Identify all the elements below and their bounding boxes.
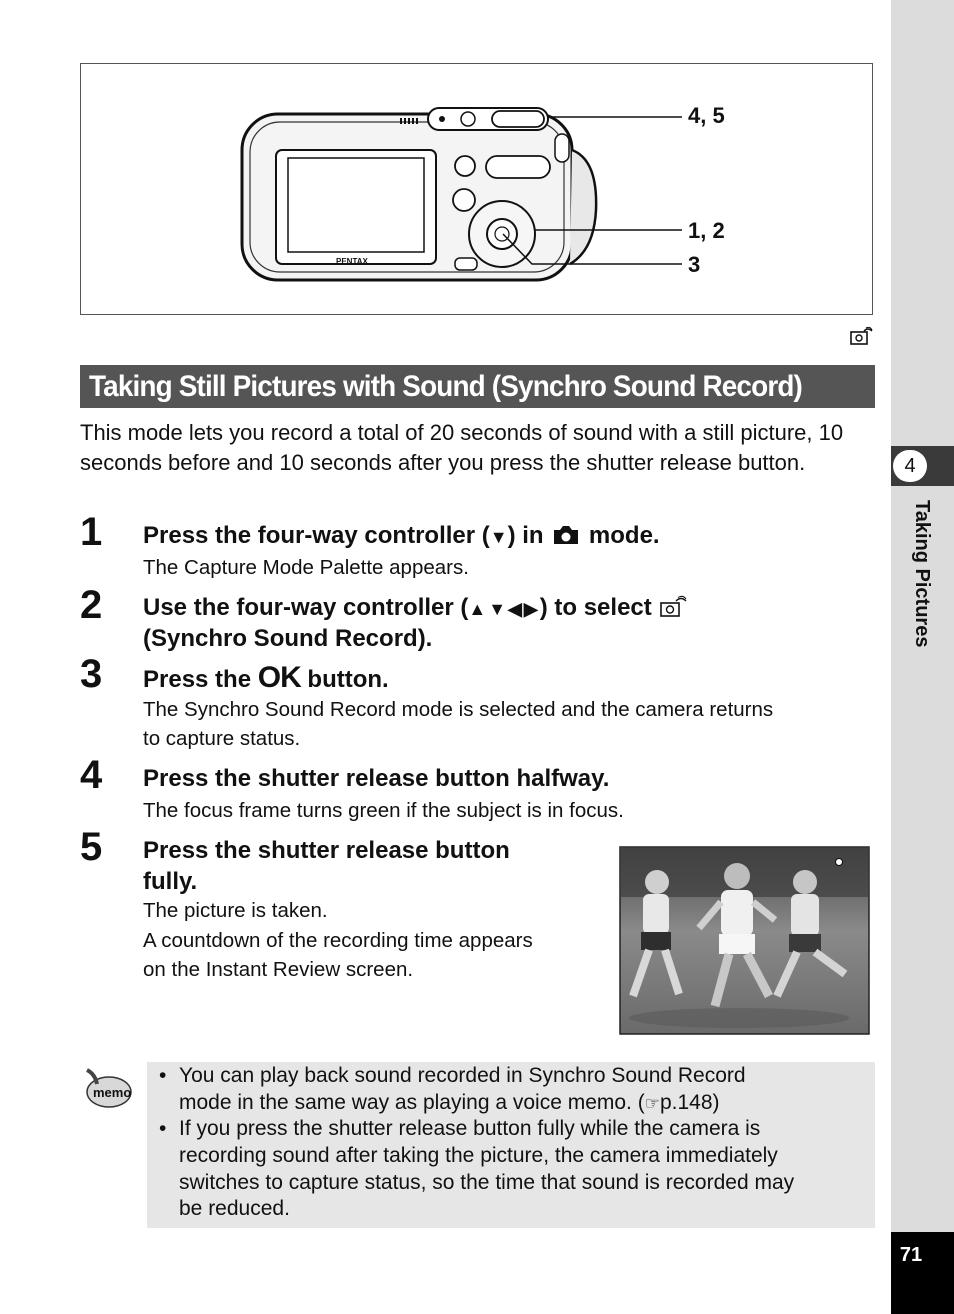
memo-label: memo (93, 1085, 132, 1100)
step-3-title-pre: Press the (143, 666, 252, 693)
children-playing-photo (619, 846, 870, 1035)
page-number: 71 (899, 1244, 923, 1266)
step-3-title (143, 662, 389, 695)
step-1-title-post: mode. (588, 522, 660, 549)
memo-bullet-2: • (159, 1117, 167, 1140)
memo-item-2-line3: switches to capture status, so the time that sound is recorded may (179, 1171, 795, 1194)
chapter-number: 4 (893, 450, 927, 482)
step-number-4: 4 (80, 753, 103, 797)
synchro-sound-record-icon (658, 595, 688, 619)
step-3-title-post: button. (307, 666, 389, 693)
step-number-3: 3 (80, 652, 103, 696)
memo-item-1-line2 (179, 1090, 720, 1118)
synchro-sound-record-icon (849, 326, 873, 346)
step-5-title-line1: Press the shutter release button (143, 837, 510, 864)
memo-item-1-line2-post: p.148) (659, 1091, 720, 1114)
step-3-description-line2: to capture status. (143, 727, 301, 750)
memo-bullet-1: • (159, 1064, 167, 1087)
step-2-title-line1 (143, 592, 688, 625)
step-number-1: 1 (80, 510, 103, 554)
callout-4-5: 4, 5 (688, 103, 725, 128)
step-2-title-line2: (Synchro Sound Record). (143, 625, 433, 652)
memo-item-1-line1: You can play back sound recorded in Synchro Sound Record (179, 1064, 746, 1087)
camera-mode-icon (552, 524, 580, 546)
ok-button-glyph: OK (257, 661, 301, 694)
memo-item-2-line1: If you press the shutter release button fully while the camera is (179, 1117, 761, 1140)
memo-item-2-line2: recording sound after taking the picture, the camera immediately (179, 1144, 778, 1167)
section-heading: Taking Still Pictures with Sound (Synchro Sound Record) (89, 370, 803, 403)
step-number-2: 2 (80, 583, 103, 627)
memo-icon (81, 1066, 133, 1112)
memo-item-2-line4: be reduced. (179, 1197, 290, 1220)
step-1-title (143, 520, 660, 553)
camera-back-illustration (230, 100, 690, 290)
step-5-description-line2: A countdown of the recording time appears (143, 929, 533, 952)
step-2-title-mid: ) to select (539, 594, 652, 621)
step-2-title-pre: Use the four-way controller ( (143, 594, 469, 621)
step-5-description-line3: on the Instant Review screen. (143, 958, 414, 981)
step-number-5: 5 (80, 825, 103, 869)
step-1-title-mid: ) in (507, 522, 544, 549)
step-1-description: The Capture Mode Palette appears. (143, 556, 469, 579)
callout-1-2: 1, 2 (688, 218, 725, 243)
chapter-title: Taking Pictures (911, 500, 933, 648)
step-4-title: Press the shutter release button halfway. (143, 765, 610, 792)
camera-brand-label: PENTAX (336, 257, 368, 266)
four-way-arrows-icon: ▲▼◀▶ (468, 599, 540, 619)
step-5-description-line1: The picture is taken. (143, 899, 328, 922)
step-4-description: The focus frame turns green if the subject is in focus. (143, 799, 624, 822)
callout-3: 3 (688, 252, 701, 277)
intro-paragraph: This mode lets you record a total of 20 seconds of sound with a still picture, 10 seconds before and 10 seconds after you press the shutter release button. (80, 420, 844, 475)
memo-item-1-line2-pre: mode in the same way as playing a voice memo. ( (179, 1091, 645, 1114)
step-3-description-line1: The Synchro Sound Record mode is selected and the camera returns (143, 698, 774, 721)
step-5-title-line2: fully. (143, 868, 198, 895)
page-reference-icon: ☞ (644, 1094, 660, 1113)
step-1-title-pre: Press the four-way controller ( (143, 522, 490, 549)
down-arrow-icon: ▼ (489, 527, 508, 547)
